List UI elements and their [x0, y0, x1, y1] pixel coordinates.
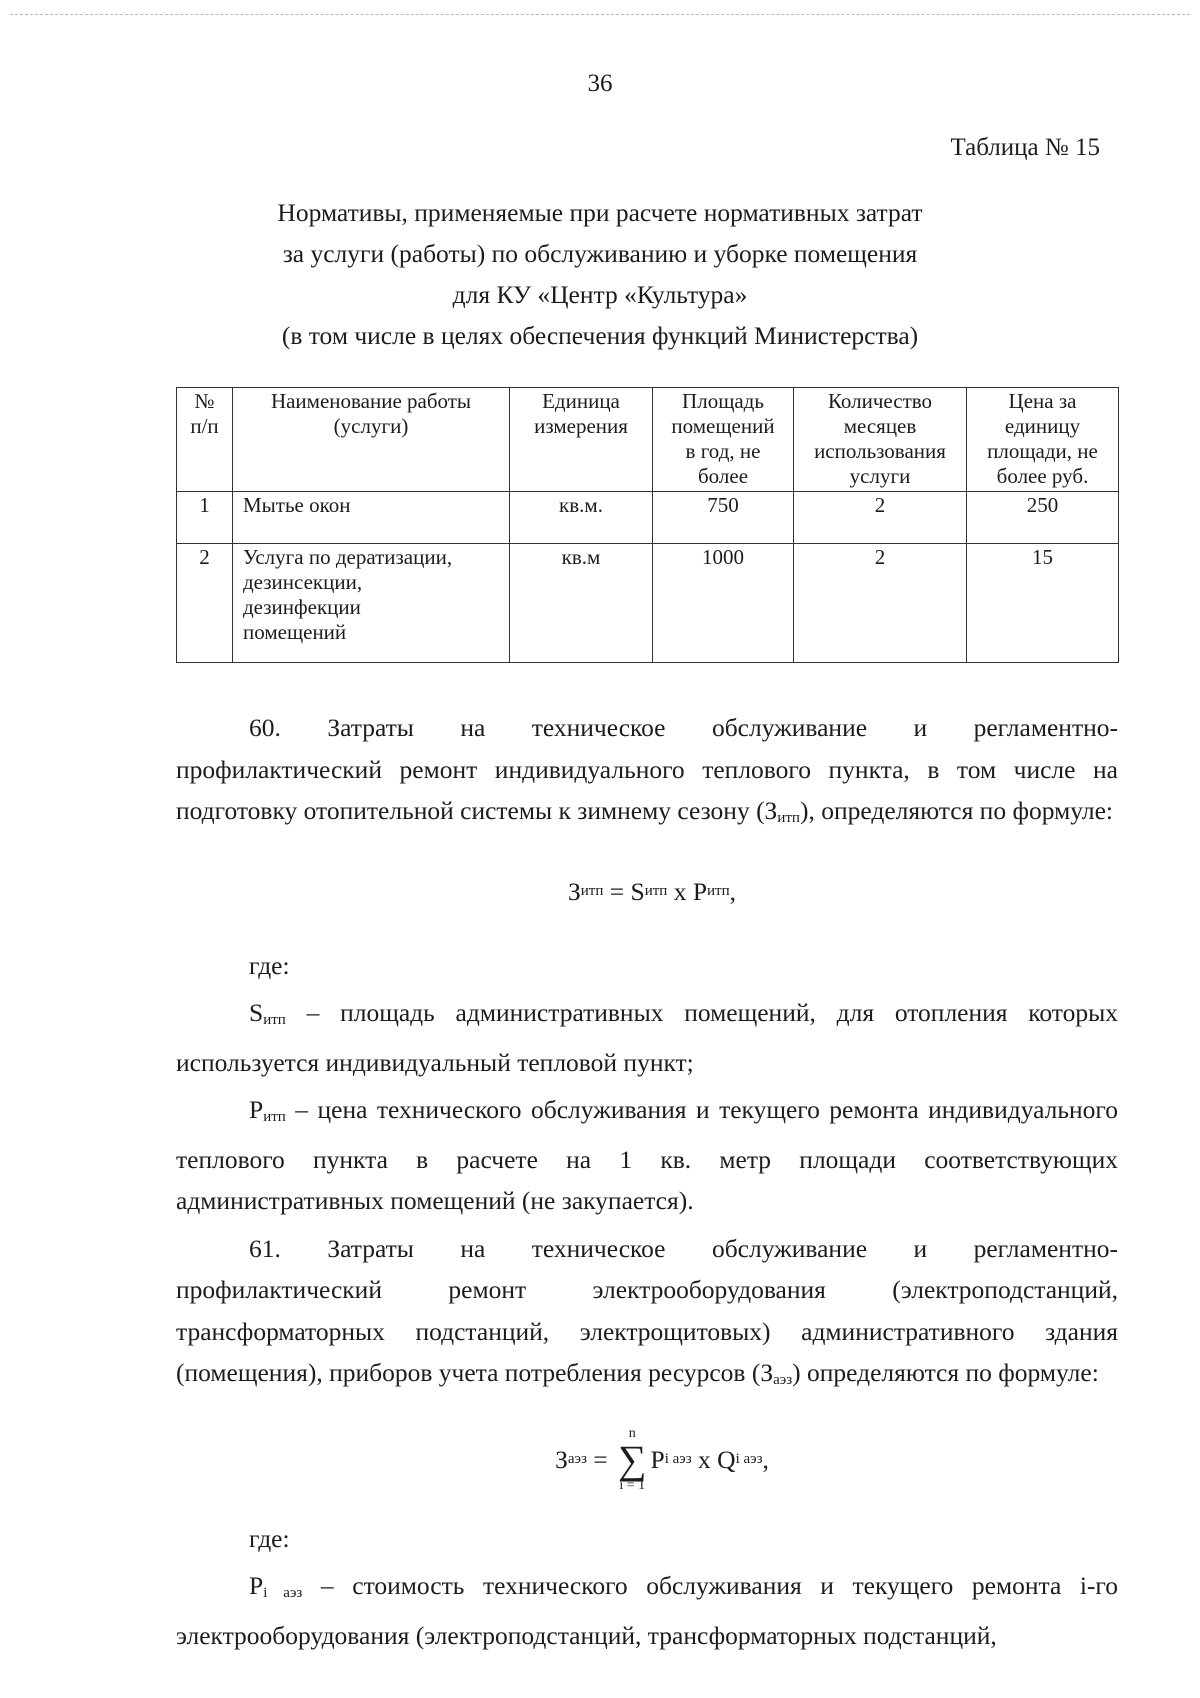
header-price: Цена за единицу площади, не более руб. [967, 388, 1119, 492]
header-area: Площадь помещений в год, не более [653, 388, 794, 492]
table-header-row [177, 388, 1119, 492]
cell-unit: кв.м. [510, 492, 653, 544]
title-line: Нормативы, применяемые при расчете нормативных затрат [277, 198, 923, 227]
where-label-2: где: [249, 1523, 290, 1553]
cell-name: Мытье окон [233, 492, 510, 544]
cell-number: 2 [177, 544, 233, 663]
title-line: для КУ «Центр «Культура» [452, 280, 748, 309]
definition-pi-aez: $P_{i аэз}$ – стоимость технического обслуживания и текущего ремонта i-го электрооборудования (электроподстанций, трансформаторных подстанций, [176, 1571, 1118, 1650]
cell-area: 750 [653, 492, 794, 544]
definition-p-itp: $P_{итп}$ – цена технического обслуживания и текущего ремонта индивидуального теплового пункта в расчете на 1 кв. метр площади соответствующих административных помещений (не закупается). [176, 1095, 1118, 1215]
title-line: за услуги (работы) по обслуживанию и уборке помещения [282, 239, 918, 268]
cell-unit: кв.м [510, 544, 653, 663]
formula-itp: З итп = S итп х P итп , [567, 877, 737, 907]
cell-name: Услуга по дератизации, дезинсекции, дезинфекции помещений [233, 544, 510, 663]
paragraph-60-continuation: профилактический ремонт индивидуального теплового пункта, в том числе на подготовку отопительной системы к зимнему сезону $(З_{итп})$, определяются по формуле: [176, 754, 1118, 826]
cell-number: 1 [177, 492, 233, 544]
cell-price: 15 [967, 544, 1119, 663]
cell-months: 2 [794, 544, 967, 663]
cell-area: 1000 [653, 544, 794, 663]
body-text [176, 707, 1118, 1656]
paragraph-61-continuation: профилактический ремонт электрооборудования (электроподстанций, трансформаторных подстанций, электрощитовых) административного здания (помещения), приборов учета потребления ресурсов $(З_{аэз})$ определяются по формуле: [176, 1275, 1118, 1388]
document-title [150, 192, 1050, 356]
header-number: № п/п [177, 388, 233, 492]
title-line: (в том числе в целях обеспечения функций Министерства) [281, 321, 919, 350]
scan-edge-line [10, 14, 1190, 15]
page-number: 36 [587, 70, 613, 97]
definition-s-itp: $S_{итп}$ – площадь административных помещений, для отопления которых используется индивидуальный тепловой пункт; [176, 998, 1118, 1077]
summation-operator: n ∑ i = 1 [618, 1425, 647, 1493]
table-label: Таблица № 15 [950, 134, 1100, 161]
norms-table [176, 387, 1119, 663]
where-label: где: [249, 950, 290, 980]
table-row [177, 544, 1119, 663]
table-row [177, 492, 1119, 544]
paragraph-61-first-line: 61. Затраты на техническое обслуживание и регламентно- [249, 1233, 1118, 1263]
header-months: Количество месяцев использования услуги [794, 388, 967, 492]
formula-aez: З аэз = n ∑ i = 1 P i аэз x Q i аэз , [555, 1425, 769, 1493]
paragraph-60-first-line: 60. Затраты на техническое обслуживание и регламентно- [249, 713, 1118, 742]
cell-price: 250 [967, 492, 1119, 544]
header-unit: Единица измерения [510, 388, 653, 492]
cell-months: 2 [794, 492, 967, 544]
header-name: Наименование работы (услуги) [233, 388, 510, 492]
